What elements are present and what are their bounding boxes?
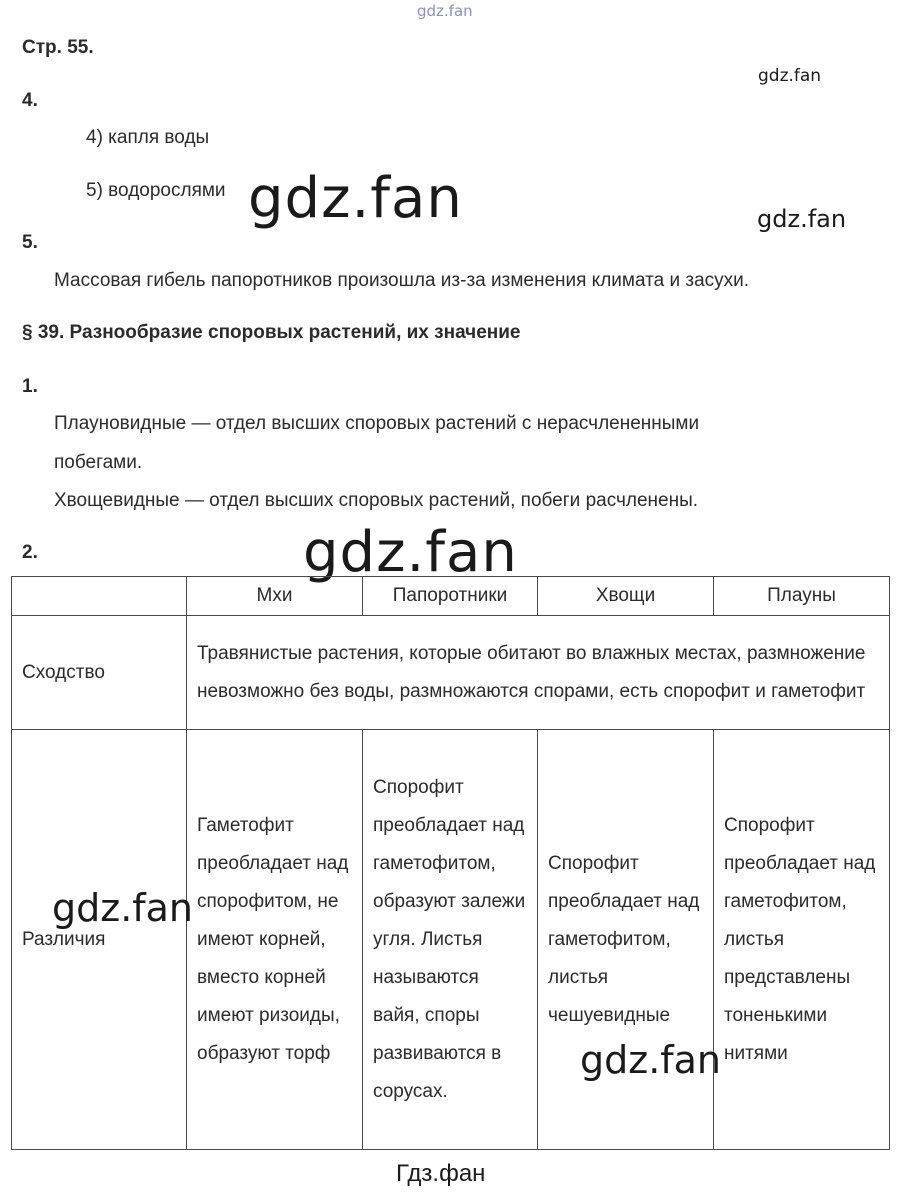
question-number: 4. — [22, 90, 38, 111]
row-label: Различия — [12, 730, 187, 1150]
answer-item: 4) капля воды — [86, 127, 210, 148]
answer-text: Массовая гибель папоротников произошла из-за изменения климата и засухи. — [54, 270, 750, 291]
answer-text: Плауновидные — отдел высших споровых растений с нерасчлененными — [54, 413, 700, 434]
answer-text: Хвощевидные — отдел высших споровых растений, побеги расчленены. — [54, 490, 699, 511]
difference-cell: Спорофит преобладает над гаметофитом, листья представлены тоненькими нитями — [714, 730, 890, 1150]
comparison-table — [11, 576, 890, 1150]
watermark: gdz.fan — [758, 66, 822, 86]
watermark: gdz.fan — [757, 205, 847, 233]
answer-item: 5) водорослями — [86, 180, 226, 201]
table-header-cell: Мхи — [187, 577, 363, 616]
question-number: 2. — [22, 542, 38, 563]
difference-cell: Гаметофит преобладает над спорофитом, не имеют корней, вместо корней имеют ризоиды, образуют торф — [187, 730, 363, 1150]
answer-text: побегами. — [54, 452, 143, 473]
table-row — [12, 616, 890, 730]
watermark: gdz.fan — [580, 1038, 722, 1082]
watermark: gdz.fan — [303, 520, 518, 585]
watermark: gdz.fan — [52, 886, 194, 930]
table-header-cell — [12, 577, 187, 616]
table-header-cell: Папоротники — [363, 577, 538, 616]
footer-watermark: Гдз.фан — [396, 1160, 486, 1187]
page-reference: Стр. 55. — [22, 37, 94, 58]
watermark-top: gdz.fan — [417, 2, 473, 20]
difference-cell: Спорофит преобладает над гаметофитом, образуют залежи угля. Листья называются вайя, споры развиваются в сорусах. — [363, 730, 538, 1150]
question-number: 1. — [22, 376, 38, 397]
table-header-cell: Хвощи — [538, 577, 714, 616]
table-row — [12, 730, 890, 1150]
watermark: gdz.fan — [248, 166, 463, 231]
table-header-row — [12, 577, 890, 616]
section-title: § 39. Разнообразие споровых растений, их значение — [22, 322, 521, 343]
row-label: Сходство — [12, 616, 187, 730]
question-number: 5. — [22, 232, 38, 253]
table-header-cell: Плауны — [714, 577, 890, 616]
similarity-cell: Травянистые растения, которые обитают во влажных местах, размножение невозможно без воды, размножаются спорами, есть спорофит и гаметофит — [187, 616, 890, 730]
difference-cell: Спорофит преобладает над гаметофитом, листья чешуевидные — [538, 730, 714, 1150]
